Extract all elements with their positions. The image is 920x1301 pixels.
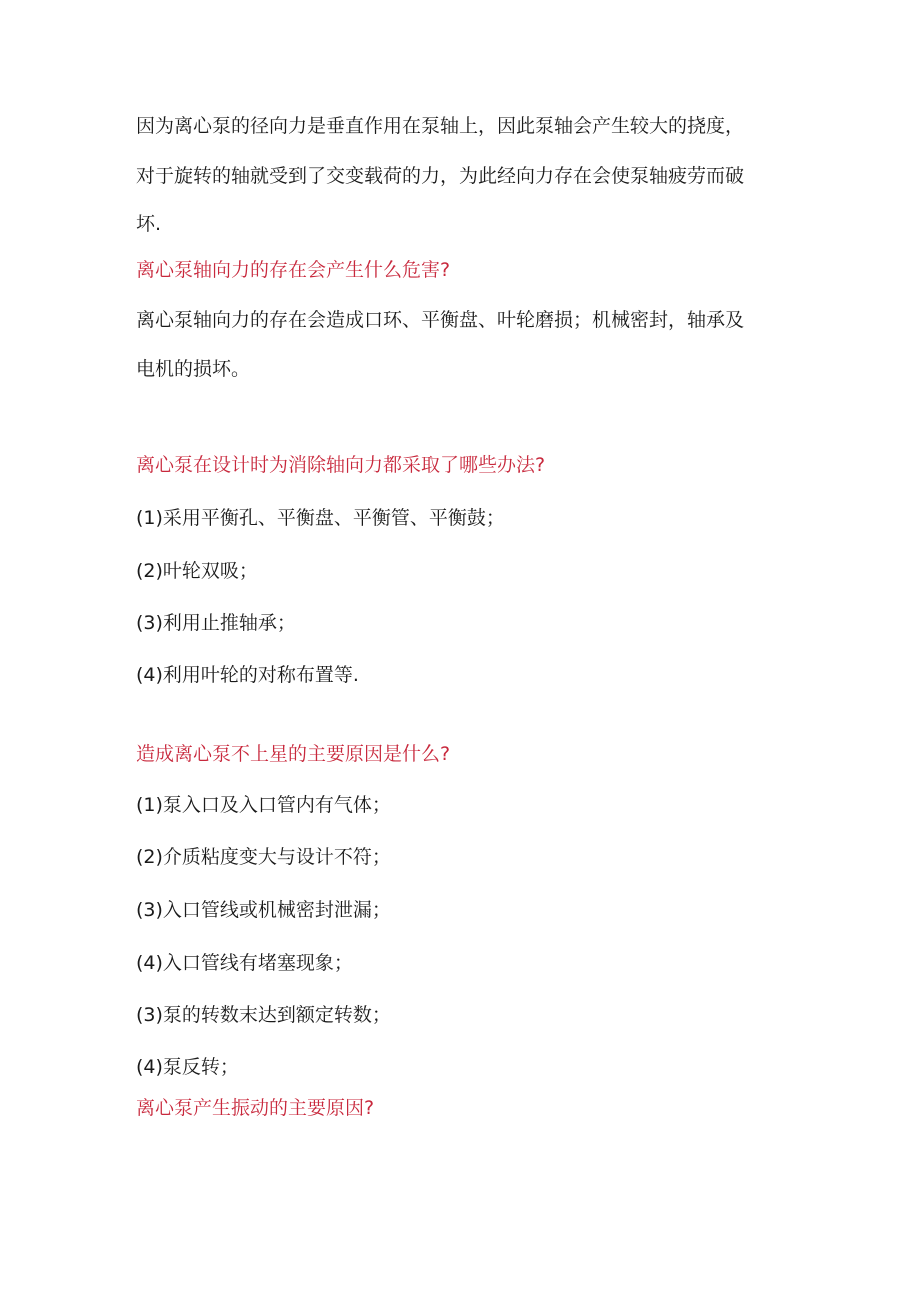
list-item: (1)采用平衡孔、平衡盘、平衡管、平衡鼓；: [136, 507, 505, 529]
list-item: (2)介质粘度变大与设计不符；: [136, 846, 391, 868]
section-heading: 离心泵在设计时为消除轴向力都采取了哪些办法?: [136, 454, 546, 476]
paragraph-line: 对于旋转的轴就受到了交变载荷的力，为此经向力存在会使泵轴疲劳而破: [136, 165, 745, 187]
list-item: (4)入口管线有堵塞现象；: [136, 952, 353, 974]
list-item: (4)利用叶轮的对称布置等.: [136, 664, 359, 686]
section-heading: 造成离心泵不上星的主要原因是什么?: [136, 743, 451, 765]
list-item: (3)入口管线或机械密封泄漏；: [136, 899, 391, 921]
paragraph-line: 因为离心泵的径向力是垂直作用在泵轴上，因此泵轴会产生较大的挠度，: [136, 115, 745, 137]
list-item: (2)叶轮双吸；: [136, 560, 258, 582]
paragraph-line: 坏.: [136, 213, 162, 235]
section-heading: 离心泵产生振动的主要原因?: [136, 1097, 375, 1119]
list-item: (3)泵的转数末达到额定转数；: [136, 1004, 391, 1026]
answer-line: 电机的损坏。: [136, 358, 251, 380]
section-heading: 离心泵轴向力的存在会产生什么危害?: [136, 259, 451, 281]
answer-line: 离心泵轴向力的存在会造成口环、平衡盘、叶轮磨损；机械密封，轴承及: [136, 309, 745, 331]
list-item: (4)泵反转；: [136, 1056, 239, 1078]
list-item: (3)利用止推轴承；: [136, 612, 296, 634]
list-item: (1)泵入口及入口管内有气体；: [136, 794, 391, 816]
